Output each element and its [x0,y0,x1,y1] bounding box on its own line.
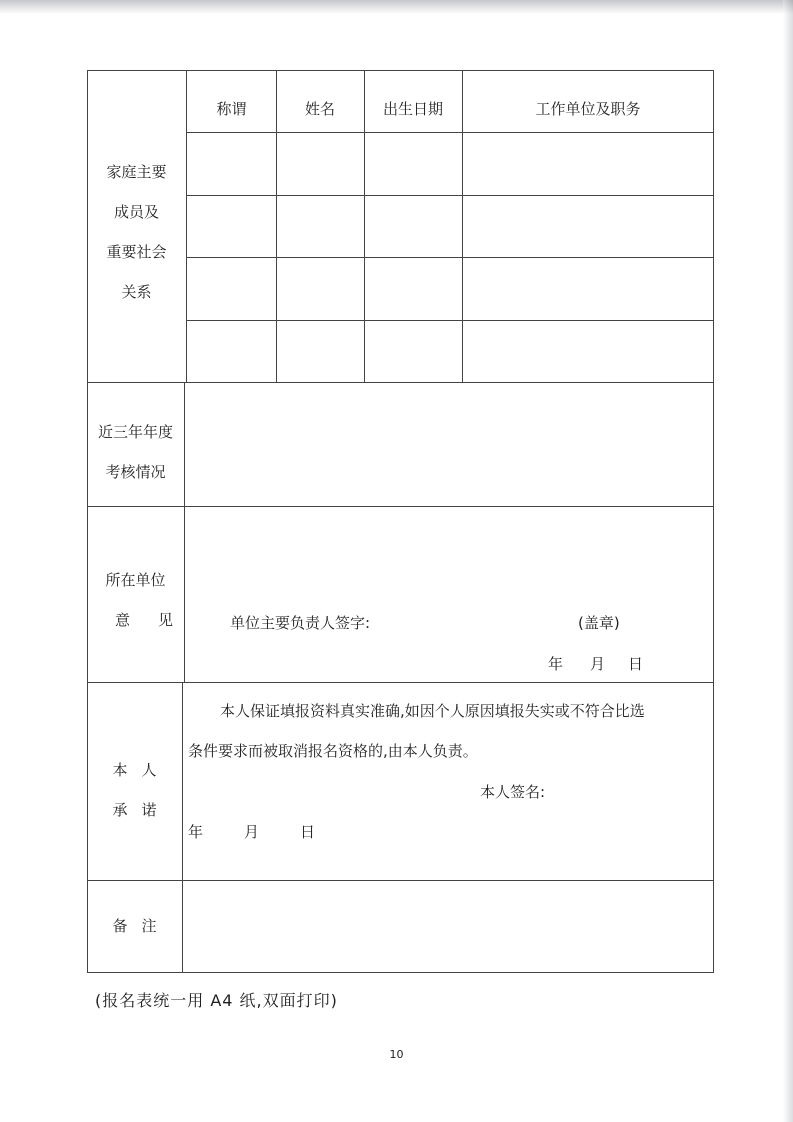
appraisal-field[interactable] [186,384,712,504]
family-label-line: 成员及 [113,203,159,221]
opinion-date-month: 月 [590,655,606,673]
family-cell[interactable] [188,134,274,193]
appraisal-label-line: 近三年年度 [97,423,173,441]
remarks-label-text: 备注 [112,917,171,935]
commitment-label [87,750,182,830]
divider-family-bottom [87,382,714,383]
commitment-label-line1: 本人 [112,761,171,779]
appraisal-label-line: 考核情况 [105,463,166,481]
commitment-text-line1: 本人保证填报资料真实准确,如因个人原因填报失实或不符合比选 [220,702,645,720]
family-row-line [187,257,714,258]
commitment-text-line2: 条件要求而被取消报名资格的,由本人负责。 [188,742,478,760]
commitment-signature-field[interactable] [560,776,710,804]
family-label [87,152,186,312]
family-row-line [187,320,714,321]
family-row-line [187,132,714,133]
print-instruction-note: (报名表统一用 A4 纸,双面打印) [95,991,338,1010]
family-cell[interactable] [278,134,362,193]
unit-head-signature-label: 单位主要负责人签字: [230,614,371,632]
page-number: 10 [389,1048,404,1061]
opinion-date-day: 日 [628,655,644,673]
unit-opinion-label [87,560,202,640]
family-cell[interactable] [366,134,460,193]
seal-label: (盖章) [578,614,620,632]
divider-appraisal-bottom [87,506,714,507]
unit-opinion-label-line2: 意见 [115,611,202,629]
family-label-line: 关系 [121,283,152,301]
scan-shadow-top [0,0,793,14]
family-row-line [187,195,714,196]
commitment-date-day: 日 [300,823,316,841]
remarks-field[interactable] [184,882,712,971]
commitment-signature-label: 本人签名: [480,783,546,801]
remarks-label [87,906,182,946]
opinion-date-year: 年 [548,655,564,673]
family-label-line: 重要社会 [106,243,167,261]
column-header-employer-position: 工作单位及职务 [535,100,641,118]
label-column-line [182,682,183,973]
column-header-birthdate: 出生日期 [382,100,443,118]
commitment-label-line2: 承诺 [112,801,171,819]
unit-opinion-label-line1: 所在单位 [105,571,166,589]
family-cell[interactable] [464,134,712,193]
scan-shadow-right [783,0,793,1122]
commitment-date-year: 年 [188,823,204,841]
commitment-date-month: 月 [244,823,260,841]
column-header-title: 称谓 [216,100,247,118]
column-header-name: 姓名 [304,100,335,118]
appraisal-label [87,412,184,492]
family-label-line: 家庭主要 [106,163,167,181]
